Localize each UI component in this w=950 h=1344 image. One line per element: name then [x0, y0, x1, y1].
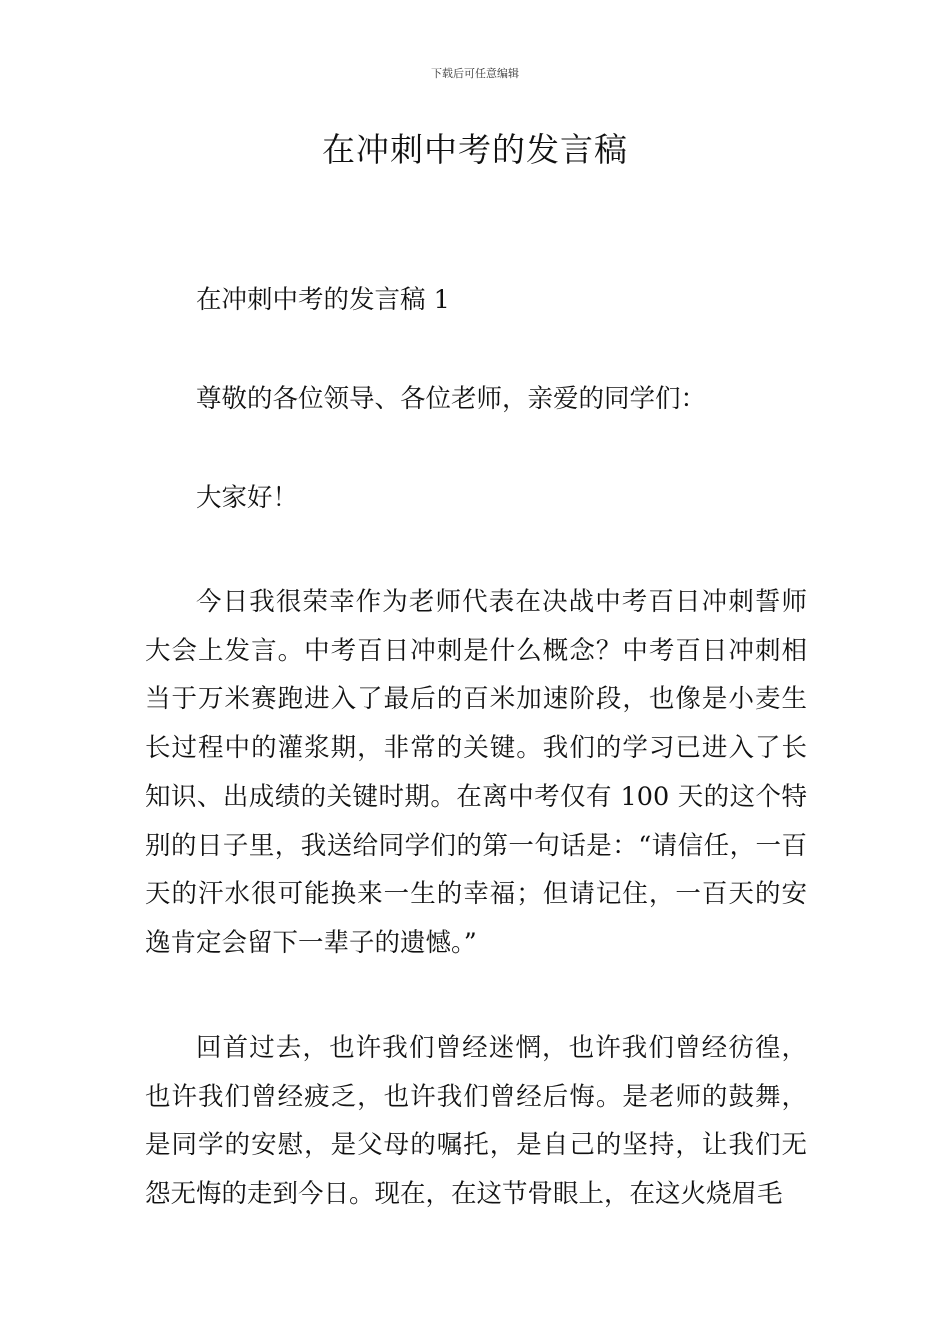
- document-title: 在冲刺中考的发言稿: [322, 130, 628, 169]
- speech-subtitle: 在冲刺中考的发言稿 1: [196, 285, 450, 315]
- body-paragraph-1: 今日我很荣幸作为老师代表在决战中考百日冲刺誓师大会上发言。中考百日冲刺是什么概念？中考百日冲刺相当于万米赛跑进入了最后的百米加速阶段，也像是小麦生长过程中的灌浆期，非常的关键。我们的学习已进入了长知识、出成绩的关键时期。在离中考仅有 100 天的这个特别的日子里，我送给同学们的第一句话是：“请信任，一百天的汗水很可能换来一生的幸福；但请记住，一百天的安逸肯定会留下一辈子的遗憾。”: [145, 587, 807, 958]
- header-note: 下载后可任意编辑: [431, 67, 519, 80]
- body-paragraph-2: 回首过去，也许我们曾经迷惘，也许我们曾经彷徨，也许我们曾经疲乏，也许我们曾经后悔。是老师的鼓舞，是同学的安慰，是父母的嘱托，是自己的坚持，让我们无怨无悔的走到今日。现在，在这节骨眼上，在这火烧眉毛: [145, 1033, 807, 1210]
- salutation: 尊敬的各位领导、各位老师，亲爱的同学们：: [196, 384, 707, 414]
- greeting: 大家好！: [196, 483, 299, 513]
